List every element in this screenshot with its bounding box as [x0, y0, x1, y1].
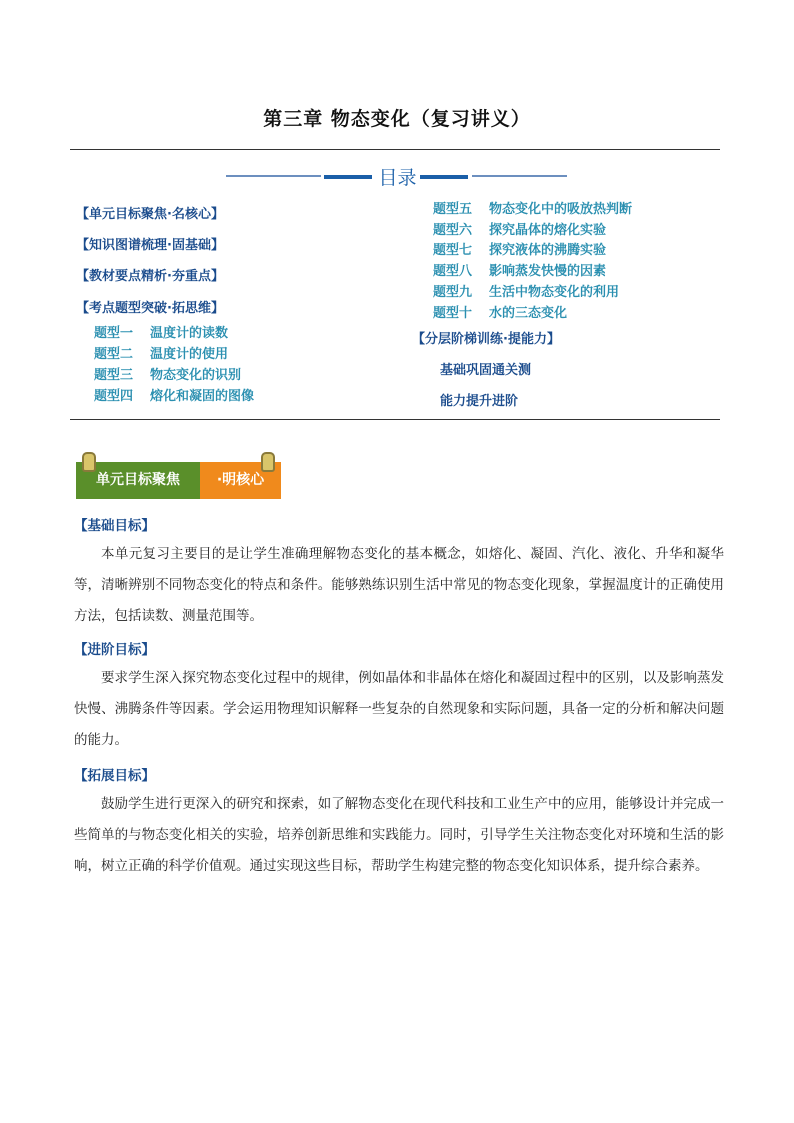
toc-item-unit-goals[interactable]: 【单元目标聚焦·名核心】 [76, 207, 224, 222]
toc-divider [70, 419, 720, 420]
paperclip-icon [261, 452, 275, 472]
section-heading-extended: 【拓展目标】 [74, 768, 155, 784]
toc-subitem-text: 探究液体的沸腾实验 [489, 243, 607, 258]
toc-item-tiered-training[interactable]: 【分层阶梯训练·提能力】 [412, 332, 560, 347]
title-divider [70, 149, 720, 150]
section-body-basic [74, 539, 724, 632]
toc-subitem-text: 影响蒸发快慢的因素 [489, 264, 607, 279]
toc-subitem[interactable] [433, 219, 606, 238]
toc-subitem[interactable] [94, 322, 228, 341]
section-body-advanced [74, 663, 724, 756]
toc-subitem-text: 探究晶体的熔化实验 [489, 223, 607, 238]
toc-item-advanced[interactable]: 能力提升进阶 [440, 394, 519, 409]
paperclip-icon [82, 452, 96, 472]
toc-subitem-number: 题型一 [94, 326, 134, 341]
toc-subitem-text: 温度计的使用 [150, 347, 229, 362]
toc-item-knowledge-map[interactable]: 【知识图谱梳理·固基础】 [76, 238, 224, 253]
paragraph: 要求学生深入探究物态变化过程中的规律，例如晶体和非晶体在熔化和凝固过程中的区别，以及影响蒸发快慢、沸腾条件等因素。学会运用物理知识解释一些复杂的自然现象和实际问题，具备一定的分析和解决问题的能力。 [74, 670, 724, 748]
paragraph: 鼓励学生进行更深入的研究和探索，如了解物态变化在现代科技和工业生产中的应用，能够设计并完成一些简单的与物态变化相关的实验，培养创新思维和实践能力。同时，引导学生关注物态变化对环境和生活的影响，树立正确的科学价值观。通过实现这些目标，帮助学生构建完整的物态变化知识体系，提升综合素养。 [74, 796, 724, 874]
page-title: 第三章 物态变化（复习讲义） [263, 108, 531, 130]
toc-subitem-number: 题型三 [94, 368, 134, 383]
toc-header [0, 163, 794, 187]
toc-subitem-text: 熔化和凝固的图像 [150, 389, 255, 404]
toc-subitem-text: 生活中物态变化的利用 [489, 285, 620, 300]
section-heading-basic: 【基础目标】 [74, 518, 155, 534]
toc-subitem-number: 题型八 [433, 264, 473, 279]
toc-item-question-types[interactable]: 【考点题型突破·拓思维】 [76, 301, 224, 316]
toc-subitem-number: 题型二 [94, 347, 134, 362]
toc-subitem-number: 题型九 [433, 285, 473, 300]
toc-subitem-number: 题型四 [94, 389, 134, 404]
toc-subitem-text: 水的三态变化 [489, 306, 568, 321]
toc-subitem-number: 题型十 [433, 306, 473, 321]
toc-item-textbook-points[interactable]: 【教材要点精析·夯重点】 [76, 269, 224, 284]
toc-subitem-text: 物态变化的识别 [150, 368, 242, 383]
toc-subitem-number: 题型五 [433, 202, 473, 217]
toc-subitem[interactable] [94, 385, 254, 404]
section-heading-advanced: 【进阶目标】 [74, 642, 155, 658]
toc-subitem[interactable] [433, 239, 606, 258]
toc-item-basic-test[interactable]: 基础巩固通关测 [440, 363, 532, 378]
toc-subitem[interactable] [94, 364, 241, 383]
toc-decor-bar-left [324, 175, 372, 179]
banner-orange-label: ·明核心 [200, 462, 281, 499]
toc-subitem-number: 题型六 [433, 223, 473, 238]
banner-green-label: 单元目标聚焦 [76, 462, 200, 499]
toc-decor-line-left [226, 175, 321, 177]
toc-subitem[interactable] [433, 302, 567, 321]
paragraph: 本单元复习主要目的是让学生准确理解物态变化的基本概念，如熔化、凝固、汽化、液化、升华和凝华等，清晰辨别不同物态变化的特点和条件。能够熟练识别生活中常见的物态变化现象，掌握温度计的正确使用方法，包括读数、测量范围等。 [74, 546, 724, 624]
toc-subitem[interactable] [433, 281, 619, 300]
toc-subitem[interactable] [94, 343, 228, 362]
toc-subitem[interactable] [433, 260, 606, 279]
section-banner [76, 462, 281, 499]
toc-decor-line-right [472, 175, 567, 177]
section-body-extended [74, 789, 724, 882]
toc-label: 目录 [378, 167, 417, 189]
toc-decor-bar-right [420, 175, 468, 179]
toc-subitem-text: 温度计的读数 [150, 326, 229, 341]
toc-subitem-number: 题型七 [433, 243, 473, 258]
toc-subitem-text: 物态变化中的吸放热判断 [489, 202, 633, 217]
toc-subitem[interactable] [433, 198, 632, 217]
